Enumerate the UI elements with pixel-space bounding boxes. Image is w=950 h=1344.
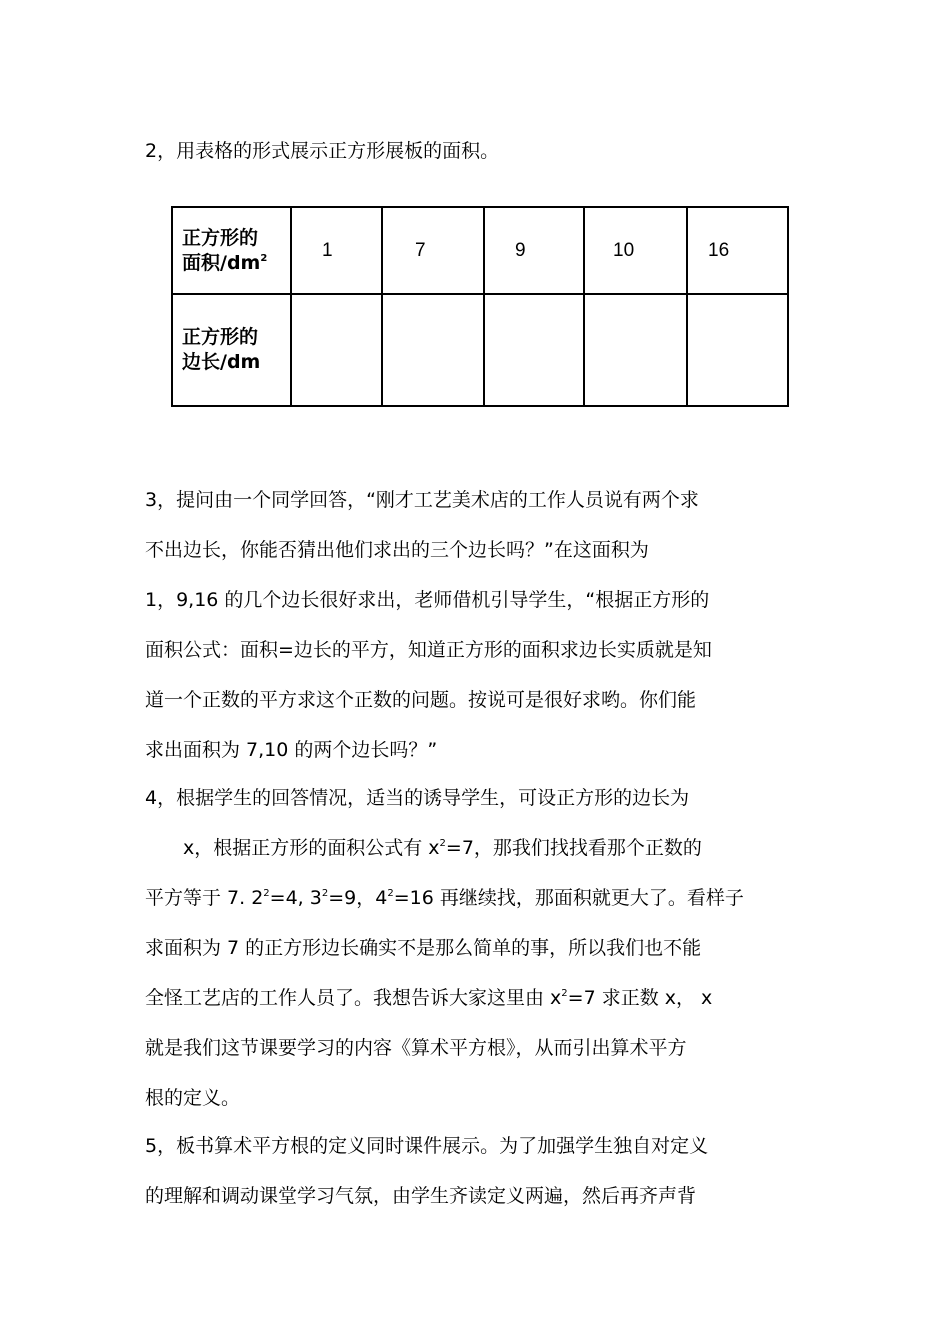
item3-line-1: 3，提问由一个同学回答，“刚才工艺美术店的工作人员说有两个求 bbox=[145, 489, 699, 511]
item3-line-2: 不出边长，你能否猜出他们求出的三个边长吗？”在这面积为 bbox=[145, 539, 649, 561]
item3-line-4: 面积公式：面积=边长的平方，知道正方形的面积求边长实质就是知 bbox=[145, 639, 712, 661]
item4-line-3 bbox=[145, 886, 744, 910]
area-cell-4 bbox=[584, 207, 687, 294]
area-cell-3 bbox=[484, 207, 584, 294]
superscript: 2 bbox=[387, 888, 394, 899]
area-cell-2 bbox=[382, 207, 484, 294]
area-value: 10 bbox=[613, 239, 635, 261]
table-row-area bbox=[172, 207, 788, 294]
item4-line-7: 根的定义。 bbox=[145, 1087, 241, 1109]
item4-line-4: 求面积为 7 的正方形边长确实不是那么简单的事，所以我们也不能 bbox=[145, 937, 702, 959]
side-header-cell bbox=[172, 294, 291, 406]
item4-line-2 bbox=[183, 836, 702, 860]
item4-line-2-a: x，根据正方形的面积公式有 x bbox=[183, 837, 440, 859]
item4-line-3-b: =4, 3 bbox=[269, 887, 322, 909]
side-cell-1 bbox=[291, 294, 382, 406]
side-cell-3 bbox=[484, 294, 584, 406]
area-value: 9 bbox=[515, 239, 526, 261]
side-header-line2: 边长/dm bbox=[182, 351, 261, 373]
area-header-sup: 2 bbox=[260, 252, 268, 264]
item4-line-2-b: =7，那我们找找看那个正数的 bbox=[445, 837, 702, 859]
item3-line-6: 求出面积为 7,10 的两个边长吗？” bbox=[145, 739, 438, 761]
item5-line-1: 5，板书算术平方根的定义同时课件展示。为了加强学生独自对定义 bbox=[145, 1135, 709, 1157]
item4-line-5 bbox=[145, 986, 712, 1010]
item4-line-3-c: =9，4 bbox=[328, 887, 388, 909]
side-cell-2 bbox=[382, 294, 484, 406]
area-header-line2: 面积/dm bbox=[182, 251, 261, 274]
superscript: 2 bbox=[439, 838, 446, 849]
item2-paragraph: 2，用表格的形式展示正方形展板的面积。 bbox=[145, 140, 500, 162]
item3-line-5: 道一个正数的平方求这个正数的问题。按说可是很好求哟。你们能 bbox=[145, 689, 697, 711]
item4-line-5-b: =7 求正数 x， x bbox=[567, 987, 713, 1009]
superscript: 2 bbox=[321, 888, 329, 899]
square-area-table bbox=[171, 206, 789, 407]
item4-line-1: 4，根据学生的回答情况，适当的诱导学生，可设正方形的边长为 bbox=[145, 787, 690, 809]
item4-line-3-d: =16 再继续找，那面积就更大了。看样子 bbox=[393, 887, 744, 909]
superscript: 2 bbox=[263, 888, 270, 899]
area-cell-5 bbox=[687, 207, 788, 294]
item5-line-2: 的理解和调动课堂学习气氛，由学生齐读定义两遍，然后再齐声背 bbox=[145, 1185, 697, 1207]
item3-line-3: 1，9,16 的几个边长很好求出，老师借机引导学生，“根据正方形的 bbox=[145, 589, 710, 611]
side-cell-4 bbox=[584, 294, 687, 406]
area-value: 16 bbox=[708, 239, 730, 261]
item4-line-3-a: 平方等于 7. 2 bbox=[145, 887, 264, 909]
area-header-line1: 正方形的 bbox=[182, 226, 259, 249]
area-cell-1 bbox=[291, 207, 382, 294]
side-header-line1: 正方形的 bbox=[182, 326, 259, 348]
item4-line-6: 就是我们这节课要学习的内容《算术平方根》，从而引出算术平方 bbox=[145, 1037, 687, 1059]
table-row-side bbox=[172, 294, 788, 406]
area-value: 7 bbox=[415, 239, 426, 261]
item4-line-5-a: 全怪工艺店的工作人员了。我想告诉大家这里由 x bbox=[145, 987, 562, 1009]
superscript: 2 bbox=[561, 988, 568, 999]
side-cell-5 bbox=[687, 294, 788, 406]
area-value: 1 bbox=[322, 239, 333, 261]
area-header-cell bbox=[172, 207, 291, 294]
